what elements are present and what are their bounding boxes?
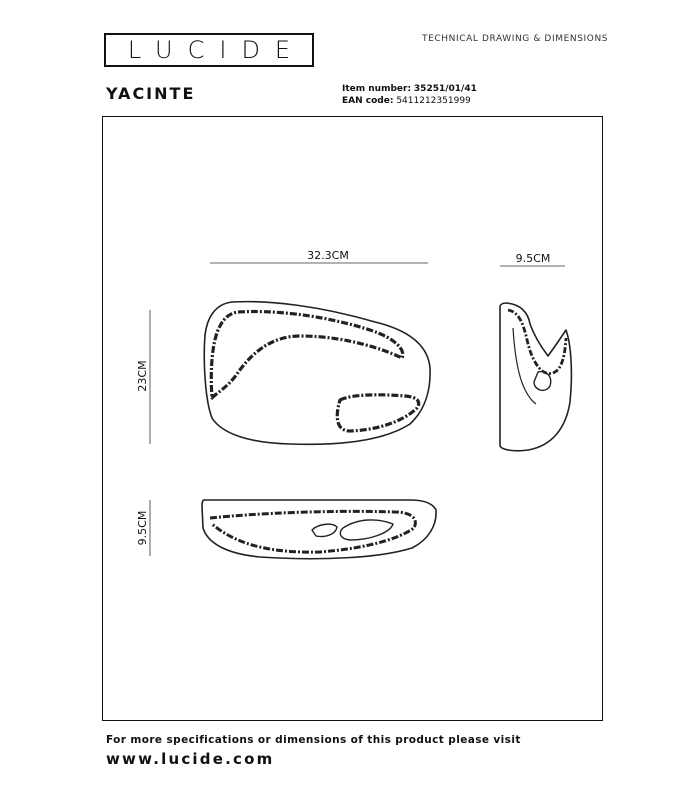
side-view bbox=[500, 303, 571, 451]
item-number-label: Item number: bbox=[342, 84, 412, 94]
width-dimension bbox=[210, 249, 428, 263]
logo-text: LUCIDE bbox=[127, 36, 306, 64]
side-depth-label: 9.5CM bbox=[515, 252, 551, 265]
top-depth-dimension bbox=[136, 500, 150, 556]
top-depth-label: 9.5CM bbox=[136, 510, 149, 546]
side-depth-dimension bbox=[500, 252, 565, 266]
width-label: 32.3CM bbox=[307, 249, 349, 262]
footer-url[interactable]: www.lucide.com bbox=[106, 750, 275, 768]
product-name: YACINTE bbox=[106, 84, 196, 103]
height-label: 23CM bbox=[136, 360, 149, 392]
front-view bbox=[204, 302, 430, 445]
ean-value: 5411212351999 bbox=[396, 96, 471, 106]
item-number-value: 35251/01/41 bbox=[413, 84, 477, 94]
top-view bbox=[202, 500, 436, 559]
height-dimension bbox=[136, 310, 150, 444]
ean-label: EAN code: bbox=[342, 96, 394, 106]
document-type: TECHNICAL DRAWING & DIMENSIONS bbox=[422, 34, 609, 44]
footer-text: For more specifications or dimensions of this product please visit bbox=[106, 734, 521, 746]
